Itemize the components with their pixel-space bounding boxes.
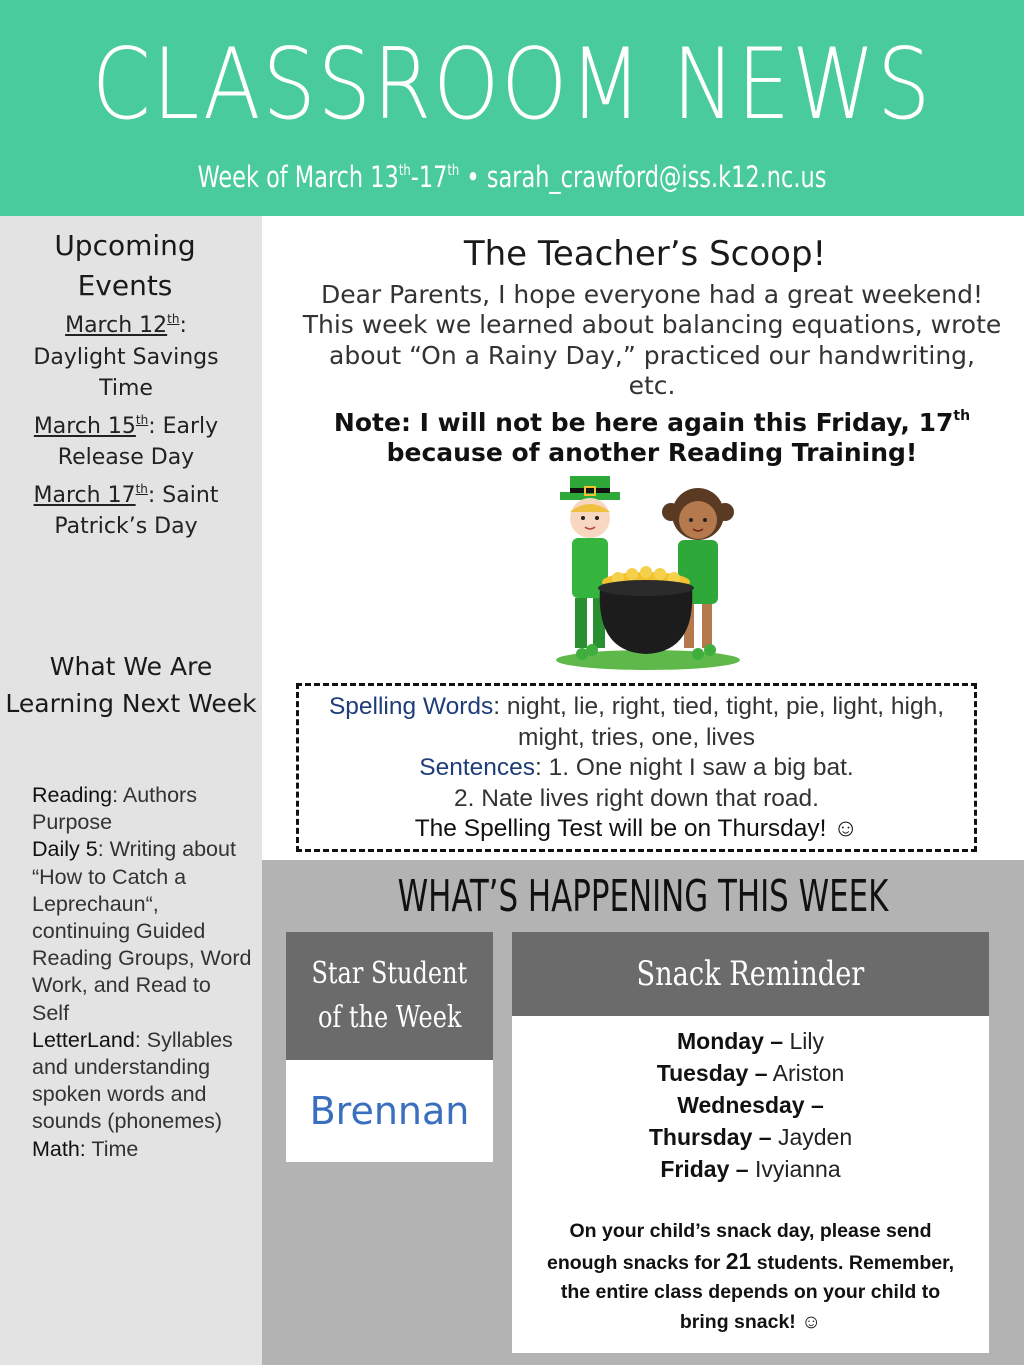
learning-label: Math: xyxy=(32,1136,86,1161)
learning-text: : Syllables and understanding spoken words and sounds (phonemes) xyxy=(32,1027,233,1134)
snack-day: Tuesday – xyxy=(656,1060,768,1086)
snack-note-part-b: students. Remember, the entire class depends on your child to bring snack! ☺ xyxy=(560,1251,955,1333)
snack-note-part-a: On your child’s snack day, please send enough snacks for xyxy=(546,1220,932,1274)
week-label: Week of March 13 xyxy=(197,160,399,194)
event-item xyxy=(6,474,246,543)
learning-item xyxy=(32,782,252,836)
header-subtitle xyxy=(72,150,953,197)
note-end: because of another Reading Training! xyxy=(386,438,918,468)
snack-reminder-heading xyxy=(512,932,989,1016)
snack-day: Monday – xyxy=(677,1028,784,1054)
pot-of-gold-icon xyxy=(548,470,748,670)
spelling-words-list: : night, lie, right, tied, tight, pie, light, high, might, tries, one, lives xyxy=(493,693,945,751)
spelling-words-label: Spelling Words xyxy=(328,693,494,720)
event-date-sup: th xyxy=(135,412,149,427)
spelling-words xyxy=(299,692,974,753)
newsletter-title: CLASSROOM NEWS xyxy=(91,28,933,142)
snack-day: Thursday – xyxy=(648,1124,772,1150)
snack-day-row xyxy=(512,1153,989,1185)
snack-schedule xyxy=(512,1025,989,1185)
event-date-sup: th xyxy=(135,481,148,496)
snack-day: Friday – xyxy=(660,1156,749,1182)
event-date: March 15 xyxy=(33,413,136,439)
event-date-suffix: : Saint xyxy=(147,482,219,508)
scoop-message xyxy=(302,280,1002,469)
sentences-line xyxy=(299,753,974,784)
learning-list xyxy=(32,782,252,1163)
snack-student-count: 21 xyxy=(725,1247,752,1274)
learning-heading: What We Are Learning Next Week xyxy=(5,652,257,718)
sentences-label: Sentences xyxy=(419,754,536,781)
snack-name: Lily xyxy=(783,1028,824,1054)
snack-name: Jayden xyxy=(771,1124,853,1150)
happening-heading: WHAT’S HAPPENING THIS WEEK xyxy=(397,871,889,922)
leprechaun-illustration xyxy=(548,470,748,670)
learning-text: : Writing about “How to Catch a Leprechaun“, continuing Guided Reading Groups, Word Work, and Read to Self xyxy=(32,837,252,1025)
learning-text: Time xyxy=(85,1136,139,1161)
sentence-2: 2. Nate lives right down that road. xyxy=(454,784,819,812)
snack-day-row xyxy=(512,1089,989,1121)
star-heading-line1: Star Student xyxy=(311,956,468,991)
event-item xyxy=(6,304,246,405)
spelling-test-note: The Spelling Test will be on Thursday! ☺ xyxy=(414,815,859,842)
snack-name: Ariston xyxy=(767,1060,845,1086)
snack-note xyxy=(536,1217,966,1337)
sidebar xyxy=(0,216,262,1365)
learning-label: LetterLand xyxy=(32,1027,135,1052)
learning-label: Reading xyxy=(32,783,113,807)
star-student-heading xyxy=(286,932,493,1060)
learning-item xyxy=(32,836,252,1026)
event-text: Release Day xyxy=(57,445,195,470)
bullet-separator: • xyxy=(466,160,480,194)
teacher-email[interactable]: sarah_crawford@iss.k12.nc.us xyxy=(486,160,827,194)
snack-name: Ivyianna xyxy=(748,1156,841,1182)
learning-text: : Authors Purpose xyxy=(32,783,197,835)
snack-day: Wednesday – xyxy=(677,1092,824,1118)
events-list xyxy=(6,304,246,543)
event-date-suffix: : Early xyxy=(148,413,219,439)
scoop-body-text: Dear Parents, I hope everyone had a great weekend! This week we learned about balancing equations, wrote about “On a Rainy Day,” practiced our handwriting, etc. xyxy=(302,280,1002,400)
note-sup: th xyxy=(953,408,971,425)
spelling-box xyxy=(296,683,977,852)
snack-reminder-box xyxy=(512,1016,989,1353)
star-heading-line2: of the Week xyxy=(317,1000,462,1035)
learning-item xyxy=(32,1027,252,1136)
upcoming-events-heading xyxy=(0,226,250,306)
snack-day-row xyxy=(512,1057,989,1089)
week-dash: -17 xyxy=(410,160,448,194)
event-date-sup: th xyxy=(167,312,180,326)
week-sup-2: th xyxy=(447,161,460,179)
events-title-line1: Upcoming xyxy=(54,229,196,262)
event-date-suffix: : xyxy=(179,313,187,338)
header-banner xyxy=(0,0,1024,216)
learning-label: Daily 5 xyxy=(32,837,98,862)
star-student-name: Brennan xyxy=(286,1060,493,1162)
snack-day-row xyxy=(512,1121,989,1153)
note-label: Note xyxy=(333,408,401,438)
event-date: March 17 xyxy=(33,482,136,508)
scoop-note xyxy=(334,408,970,467)
event-date: March 12 xyxy=(65,313,168,338)
sentence-1: : 1. One night I saw a big bat. xyxy=(535,754,854,781)
event-text: Daylight Savings Time xyxy=(33,344,219,401)
event-item xyxy=(6,405,246,474)
events-title-line2: Events xyxy=(77,269,173,302)
learning-item xyxy=(32,1136,252,1163)
snack-title: Snack Reminder xyxy=(636,954,865,994)
scoop-heading: The Teacher’s Scoop! xyxy=(463,234,827,274)
event-text: Patrick’s Day xyxy=(54,514,198,539)
week-sup-1: th xyxy=(398,161,411,179)
snack-day-row xyxy=(512,1025,989,1057)
note-text: : I will not be here again this Friday, 17 xyxy=(400,408,954,438)
